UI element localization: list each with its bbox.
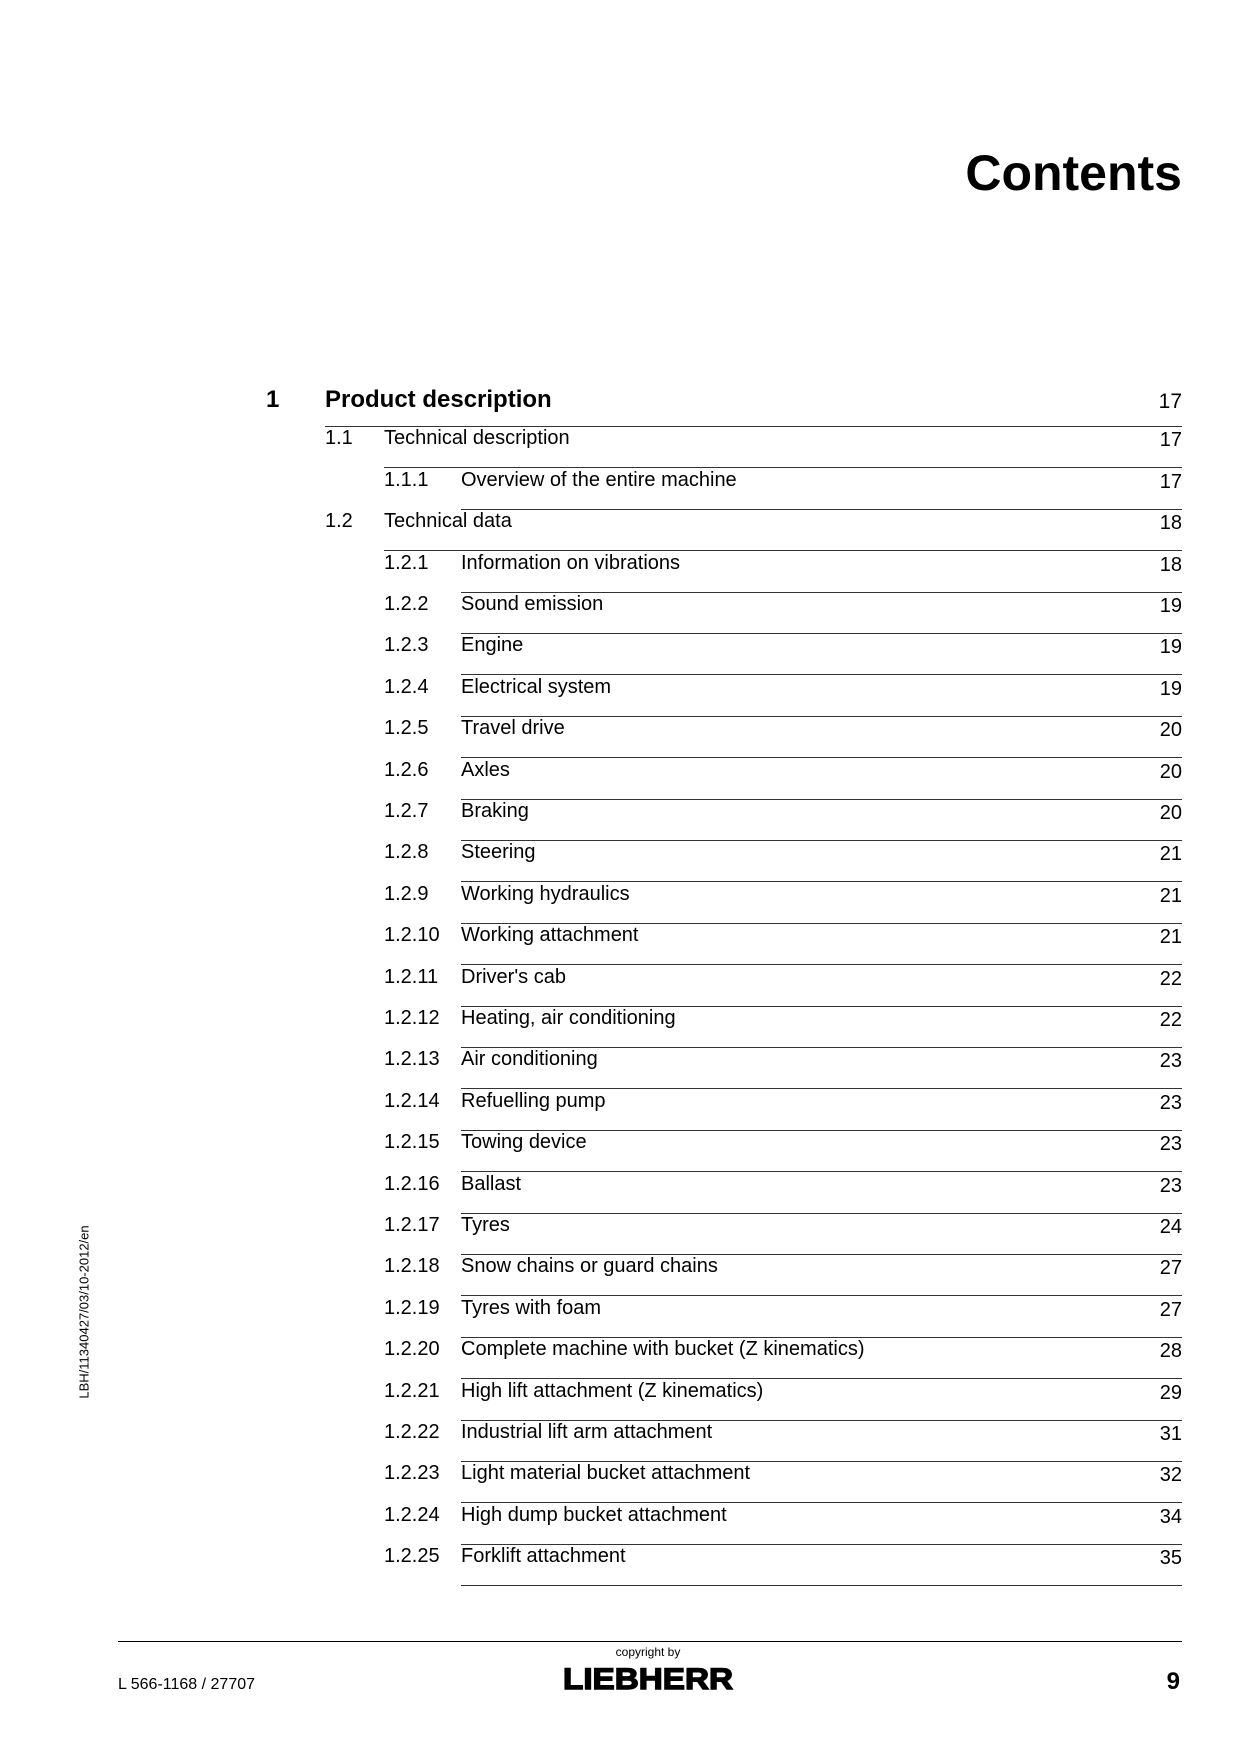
toc-entry[interactable] xyxy=(384,924,1182,965)
toc-entry-number: 1.2.17 xyxy=(384,1214,440,1236)
toc-entry-page: 27 xyxy=(1159,1298,1182,1321)
toc-entry[interactable] xyxy=(384,1048,1182,1089)
toc-entry-title: Snow chains or guard chains xyxy=(461,1255,718,1278)
toc-entry-number: 1.2.22 xyxy=(384,1421,440,1443)
toc-entry-title: Overview of the entire machine xyxy=(461,468,737,491)
toc-entry-page: 28 xyxy=(1159,1340,1182,1363)
toc-entry-title: Travel drive xyxy=(461,717,565,740)
toc-entry-number: 1.2.12 xyxy=(384,1007,440,1029)
toc-entry[interactable] xyxy=(384,759,1182,800)
toc-entry-number: 1.2.3 xyxy=(384,634,429,657)
toc-entry-page: 31 xyxy=(1159,1423,1182,1445)
toc-entry-page: 23 xyxy=(1159,1174,1182,1197)
footer-copyright: copyright by xyxy=(615,1645,681,1659)
toc-entry-page: 21 xyxy=(1159,884,1182,907)
toc-entry[interactable] xyxy=(384,1462,1182,1503)
toc-entry[interactable] xyxy=(384,1131,1182,1172)
toc-entry[interactable] xyxy=(384,1338,1182,1379)
toc-entry[interactable] xyxy=(384,1173,1182,1214)
toc-entry-number: 1.2.10 xyxy=(384,924,440,947)
toc-entry-number: 1 xyxy=(266,386,280,413)
toc-entry-number: 1.2.16 xyxy=(384,1172,440,1195)
toc-entry-page: 29 xyxy=(1159,1381,1182,1404)
toc-entry[interactable] xyxy=(384,1297,1182,1338)
toc-entry-number: 1.2 xyxy=(325,510,353,533)
toc-entry-title: Technical description xyxy=(384,427,570,450)
toc-entry-number: 1.2.4 xyxy=(384,675,429,698)
toc-entry-number: 1.2.2 xyxy=(384,593,429,615)
toc-entry-page: 32 xyxy=(1159,1464,1182,1487)
toc-entry-title: Light material bucket attachment xyxy=(461,1462,751,1485)
toc-entry-page: 18 xyxy=(1159,553,1182,576)
document-code-vertical: LBH/11340427/03/10-2012/en xyxy=(76,1225,92,1399)
toc-entry-title: Tyres xyxy=(461,1214,510,1236)
page-number: 9 xyxy=(1166,1668,1180,1695)
toc-entry-page: 23 xyxy=(1159,1050,1182,1073)
toc-entry-title: Steering xyxy=(461,841,536,864)
toc-entry-page: 17 xyxy=(1158,390,1182,413)
toc-entry[interactable] xyxy=(384,841,1182,882)
toc-entry-number: 1.2.11 xyxy=(384,965,439,988)
toc-entry[interactable] xyxy=(384,1007,1182,1048)
toc-entry-page: 21 xyxy=(1159,843,1182,866)
toc-entry-title: Industrial lift arm attachment xyxy=(461,1421,713,1443)
toc-entry-page: 27 xyxy=(1159,1257,1182,1280)
toc-entry[interactable] xyxy=(384,717,1182,758)
toc-entry-number: 1.2.5 xyxy=(384,717,429,740)
toc-entry-number: 1.2.24 xyxy=(384,1503,440,1526)
toc-entry[interactable] xyxy=(384,552,1182,593)
toc-entry-number: 1.2.25 xyxy=(384,1545,440,1568)
toc-entry-page: 21 xyxy=(1159,926,1182,949)
toc-entry-page: 34 xyxy=(1159,1505,1182,1528)
toc-entry-number: 1.2.1 xyxy=(384,551,429,574)
toc-entry[interactable] xyxy=(384,800,1182,841)
toc-entry-page: 20 xyxy=(1159,760,1182,783)
toc-entry-number: 1.2.13 xyxy=(384,1048,440,1071)
toc-entry[interactable] xyxy=(384,1421,1182,1462)
toc-entry-title: Air conditioning xyxy=(461,1048,598,1071)
liebherr-logo-text: LIEBHERR xyxy=(563,1663,734,1694)
toc-entry[interactable] xyxy=(384,469,1182,510)
toc-entry[interactable] xyxy=(384,883,1182,924)
toc-entry-number: 1.2.21 xyxy=(384,1379,440,1402)
toc-entry-title: Towing device xyxy=(461,1131,587,1154)
toc-entry-title: Product description xyxy=(325,386,552,413)
toc-entry-title: Complete machine with bucket (Z kinematics) xyxy=(461,1338,865,1361)
page-title: Contents xyxy=(965,145,1182,201)
toc-entry-title: Braking xyxy=(461,800,529,822)
liebherr-logo xyxy=(560,1660,736,1694)
toc-entry-page: 24 xyxy=(1159,1216,1182,1238)
footer-document-id: L 566-1168 / 27707 xyxy=(118,1676,256,1693)
toc-entry-title: Refuelling pump xyxy=(461,1089,606,1112)
toc-entry-title: High lift attachment (Z kinematics) xyxy=(461,1379,764,1402)
toc-entry-number: 1.2.14 xyxy=(384,1089,440,1112)
toc-entry-number: 1.2.18 xyxy=(384,1255,440,1278)
toc-entry-title: Heating, air conditioning xyxy=(461,1007,676,1029)
toc-entry-page: 35 xyxy=(1159,1547,1182,1570)
toc-entry-title: Forklift attachment xyxy=(461,1545,626,1568)
toc-entry-title: Axles xyxy=(461,758,510,781)
toc-entry-title: Technical data xyxy=(384,510,512,533)
toc-entry[interactable] xyxy=(384,634,1182,675)
toc-entry[interactable] xyxy=(384,593,1182,634)
toc-entry-page: 23 xyxy=(1159,1133,1182,1156)
toc-entry-page: 17 xyxy=(1159,429,1182,452)
toc-entry-title: Sound emission xyxy=(461,593,604,615)
toc-entry-number: 1.2.9 xyxy=(384,882,429,905)
toc-entry-number: 1.2.19 xyxy=(384,1296,440,1319)
toc-entry[interactable] xyxy=(266,386,1182,427)
toc-entry-page: 23 xyxy=(1159,1091,1182,1114)
toc-entry[interactable] xyxy=(384,966,1182,1007)
toc-entry[interactable] xyxy=(384,1545,1182,1586)
toc-entry-number: 1.2.15 xyxy=(384,1131,440,1154)
toc-entry-title: Ballast xyxy=(461,1172,522,1195)
footer-divider xyxy=(118,1641,1182,1642)
toc-entry-title: Information on vibrations xyxy=(461,551,681,574)
toc-entry-page: 22 xyxy=(1159,967,1182,990)
toc-entry-page: 17 xyxy=(1159,470,1182,493)
toc-entry[interactable] xyxy=(384,676,1182,717)
toc-entry-title: High dump bucket attachment xyxy=(461,1503,727,1526)
toc-entry-page: 18 xyxy=(1159,512,1182,535)
toc-entry-title: Electrical system xyxy=(461,675,612,698)
toc-entry-number: 1.2.7 xyxy=(384,800,429,822)
toc-entry-page: 19 xyxy=(1159,677,1182,700)
toc-entry-page: 22 xyxy=(1159,1009,1182,1031)
toc-entry[interactable] xyxy=(325,427,1182,468)
toc-entry[interactable] xyxy=(384,1380,1182,1421)
toc-entry-number: 1.2.23 xyxy=(384,1462,440,1485)
toc-entry-number: 1.2.8 xyxy=(384,841,429,864)
toc-entry[interactable] xyxy=(325,510,1182,551)
toc-entry-number: 1.1.1 xyxy=(384,468,429,491)
toc-entry-number: 1.1 xyxy=(325,427,353,450)
toc-entry-rule xyxy=(461,1585,1182,1586)
toc-entry-number: 1.2.20 xyxy=(384,1338,440,1361)
toc-entry[interactable] xyxy=(384,1090,1182,1131)
toc-entry[interactable] xyxy=(384,1214,1182,1255)
toc-entry-page: 20 xyxy=(1159,802,1182,824)
toc-entry-title: Tyres with foam xyxy=(461,1296,602,1319)
toc-entry-page: 19 xyxy=(1159,636,1182,659)
toc-entry-page: 19 xyxy=(1159,595,1182,617)
toc-entry-title: Engine xyxy=(461,634,524,657)
toc-entry-title: Working attachment xyxy=(461,924,639,947)
toc-entry[interactable] xyxy=(384,1255,1182,1296)
toc-entry[interactable] xyxy=(384,1504,1182,1545)
toc-entry-page: 20 xyxy=(1159,719,1182,742)
toc-entry-number: 1.2.6 xyxy=(384,758,429,781)
toc-entry-title: Working hydraulics xyxy=(461,882,630,905)
toc-entry-title: Driver's cab xyxy=(461,965,566,988)
